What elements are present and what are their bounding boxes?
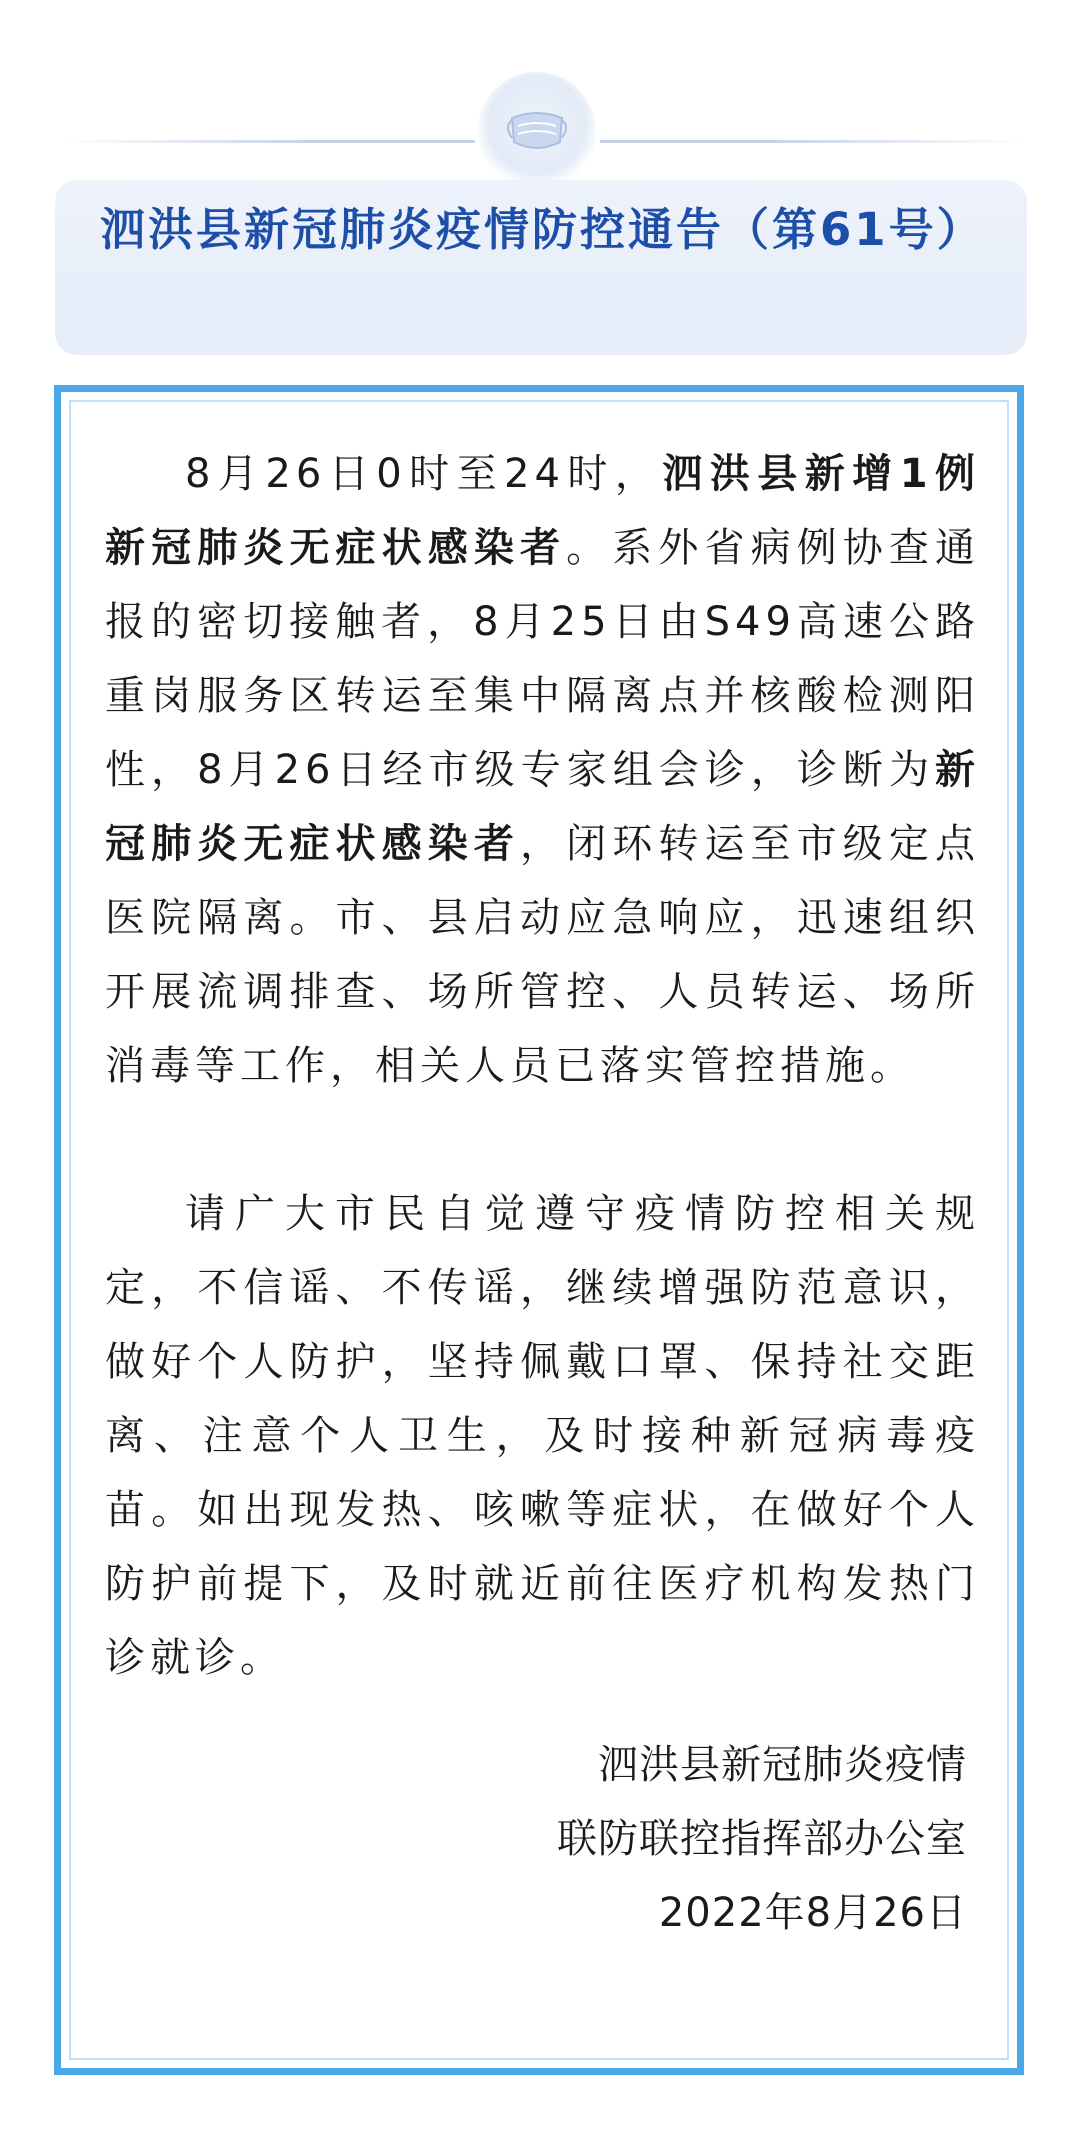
mask-icon [478, 72, 596, 190]
paragraph-first [105, 437, 980, 1103]
notice-body [105, 437, 980, 1695]
paragraph-second: 请广大市民自觉遵守疫情防控相关规定，不信谣、不传谣，继续增强防范意识，做好个人防护，坚持佩戴口罩、保持社交距离、注意个人卫生，及时接种新冠病毒疫苗。如出现发热、咳嗽等症状，在做好个人防护前提下，及时就近前往医疗机构发热门诊就诊。 [105, 1191, 980, 1681]
signature-block [557, 1728, 967, 1950]
p1-text-3: ，闭环转运至市级定点医院隔离。市、县启动应急响应，迅速组织开展流调排查、场所管控、人员转运、场所消毒等工作，相关人员已落实管控措施。 [105, 821, 980, 1089]
p1-text-2: 。系外省病例协查通报的密切接触者，8月25日由S49高速公路重岗服务区转运至集中隔离点并核酸检测阳性，8月26日经市级专家组会诊，诊断为 [105, 525, 981, 793]
signature-line-2: 联防联控指挥部办公室 [557, 1816, 967, 1862]
p1-bold-2: 新冠肺炎无症状感染者 [105, 747, 980, 867]
p1-bold-1: 泗洪县新增1例新冠肺炎无症状感染者 [105, 451, 980, 571]
signature-line-1: 泗洪县新冠肺炎疫情 [598, 1742, 967, 1788]
page-title: 泗洪县新冠肺炎疫情防控通告（第61号） [100, 203, 985, 256]
header-divider-right [600, 140, 1030, 143]
p1-text-1: 8月26日0时至24时， [185, 451, 663, 497]
signature-date: 2022年8月26日 [658, 1890, 967, 1936]
header-divider-left [60, 140, 475, 143]
